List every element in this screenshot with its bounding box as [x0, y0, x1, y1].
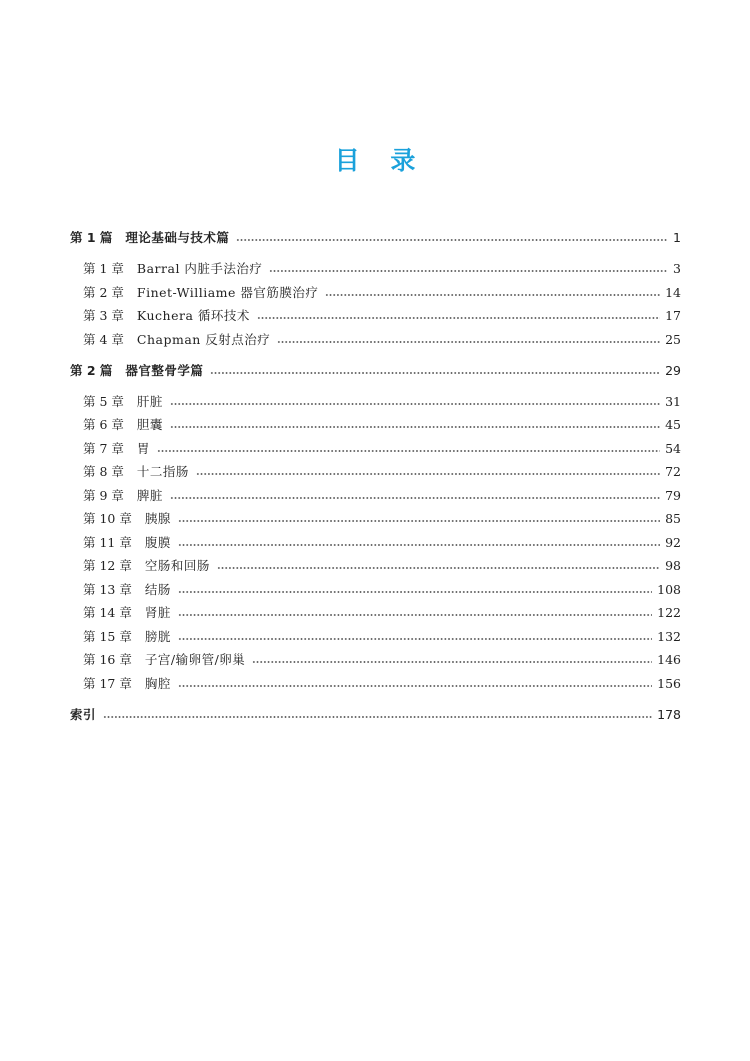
part-title: 器官整骨学篇	[125, 362, 204, 378]
toc-part-entry	[70, 359, 681, 383]
chapter-title: 肾脏	[144, 605, 171, 620]
chapter-label: 第 10 章	[83, 511, 132, 526]
part-title: 理论基础与技术篇	[125, 230, 230, 245]
toc-chapter-entry	[70, 304, 681, 328]
page-number: 54	[665, 440, 681, 456]
dot-leader	[210, 359, 660, 383]
chapter-title: 膀胱	[144, 628, 171, 644]
dot-leader	[269, 257, 668, 281]
toc-chapter-entry	[70, 281, 681, 305]
toc-chapter-entry	[70, 328, 681, 352]
toc-part-entry	[70, 226, 681, 250]
chapter-title: Barral 内脏手法治疗	[136, 261, 263, 276]
toc-chapter-entry	[70, 531, 681, 555]
chapter-title: Chapman 反射点治疗	[136, 331, 271, 347]
page-number: 85	[665, 511, 681, 526]
chapter-title: 子宫/输卵管/卵巢	[144, 652, 246, 667]
page-number: 178	[657, 707, 681, 722]
toc-chapter-entry	[70, 413, 681, 437]
chapter-title: 肝脏	[136, 393, 163, 409]
index-title: 索引	[70, 707, 97, 722]
dot-leader	[170, 390, 660, 414]
dot-leader	[178, 625, 652, 649]
chapter-title: 胃	[136, 440, 150, 456]
part-label: 第 2 篇	[70, 362, 113, 378]
dot-leader	[236, 226, 668, 250]
part-group-1	[70, 226, 681, 351]
dot-leader	[252, 648, 652, 672]
dot-leader	[157, 437, 660, 461]
chapter-label: 第 14 章	[83, 605, 132, 620]
page-number: 132	[657, 628, 681, 644]
page-number: 72	[665, 464, 681, 479]
page-number: 108	[657, 581, 681, 597]
toc-chapter-entry	[70, 672, 681, 696]
chapter-label: 第 11 章	[83, 534, 132, 550]
toc-chapter-entry	[70, 601, 681, 625]
toc-chapter-entry	[70, 648, 681, 672]
toc-chapter-entry	[70, 390, 681, 414]
dot-leader	[178, 672, 652, 696]
chapter-title: 十二指肠	[136, 464, 189, 479]
dot-leader	[103, 703, 652, 727]
chapter-label: 第 13 章	[83, 581, 132, 597]
page-number: 31	[665, 393, 681, 409]
toc-chapter-entry	[70, 484, 681, 508]
chapter-label: 第 15 章	[83, 628, 132, 644]
dot-leader	[217, 554, 660, 578]
chapter-label: 第 17 章	[83, 675, 132, 691]
chapter-title: 结肠	[144, 581, 171, 597]
toc-chapter-entry	[70, 578, 681, 602]
chapter-title: 胸腔	[144, 675, 171, 691]
page-title: 目 录	[334, 146, 427, 175]
page-number: 14	[665, 284, 681, 300]
chapter-title: 空肠和回肠	[144, 558, 210, 573]
chapter-label: 第 8 章	[83, 464, 124, 479]
page-number: 1	[673, 230, 681, 245]
dot-leader	[178, 578, 652, 602]
part-group-2	[70, 359, 681, 696]
dot-leader	[277, 328, 660, 352]
chapter-label: 第 12 章	[83, 558, 132, 573]
page-number: 79	[665, 487, 681, 503]
dot-leader	[178, 507, 660, 531]
toc-index-entry	[70, 703, 681, 727]
chapter-label: 第 5 章	[83, 393, 124, 409]
chapter-label: 第 2 章	[83, 284, 124, 300]
chapter-title: 胆囊	[136, 417, 163, 432]
page-number: 156	[657, 675, 681, 691]
toc-chapter-entry	[70, 437, 681, 461]
page-number: 92	[665, 534, 681, 550]
dot-leader	[196, 460, 660, 484]
page-number: 25	[665, 331, 681, 347]
page-number: 17	[665, 308, 681, 323]
dot-leader	[170, 413, 660, 437]
chapter-label: 第 3 章	[83, 308, 124, 323]
page-number: 45	[665, 417, 681, 432]
chapter-label: 第 4 章	[83, 331, 124, 347]
toc-chapter-entry	[70, 507, 681, 531]
chapter-label: 第 1 章	[83, 261, 124, 276]
toc-chapter-entry	[70, 625, 681, 649]
page-number: 29	[665, 362, 681, 378]
table-of-contents	[70, 226, 681, 727]
chapter-label: 第 9 章	[83, 487, 124, 503]
toc-chapter-entry	[70, 554, 681, 578]
part-label: 第 1 篇	[70, 230, 113, 245]
dot-leader	[170, 484, 660, 508]
dot-leader	[178, 531, 660, 555]
chapter-label: 第 6 章	[83, 417, 124, 432]
chapter-title: 腹膜	[144, 534, 171, 550]
page-number: 98	[665, 558, 681, 573]
dot-leader	[178, 601, 652, 625]
toc-chapter-entry	[70, 460, 681, 484]
page-number: 3	[673, 261, 681, 276]
dot-leader	[325, 281, 660, 305]
chapter-label: 第 7 章	[83, 440, 124, 456]
toc-chapter-entry	[70, 257, 681, 281]
dot-leader	[257, 304, 660, 328]
chapter-title: Finet-Williame 器官筋膜治疗	[136, 284, 319, 300]
chapter-label: 第 16 章	[83, 652, 132, 667]
chapter-title: 胰腺	[144, 511, 171, 526]
page-number: 122	[657, 605, 681, 620]
chapter-title: 脾脏	[136, 487, 163, 503]
chapter-title: Kuchera 循环技术	[136, 308, 250, 323]
page-number: 146	[657, 652, 681, 667]
